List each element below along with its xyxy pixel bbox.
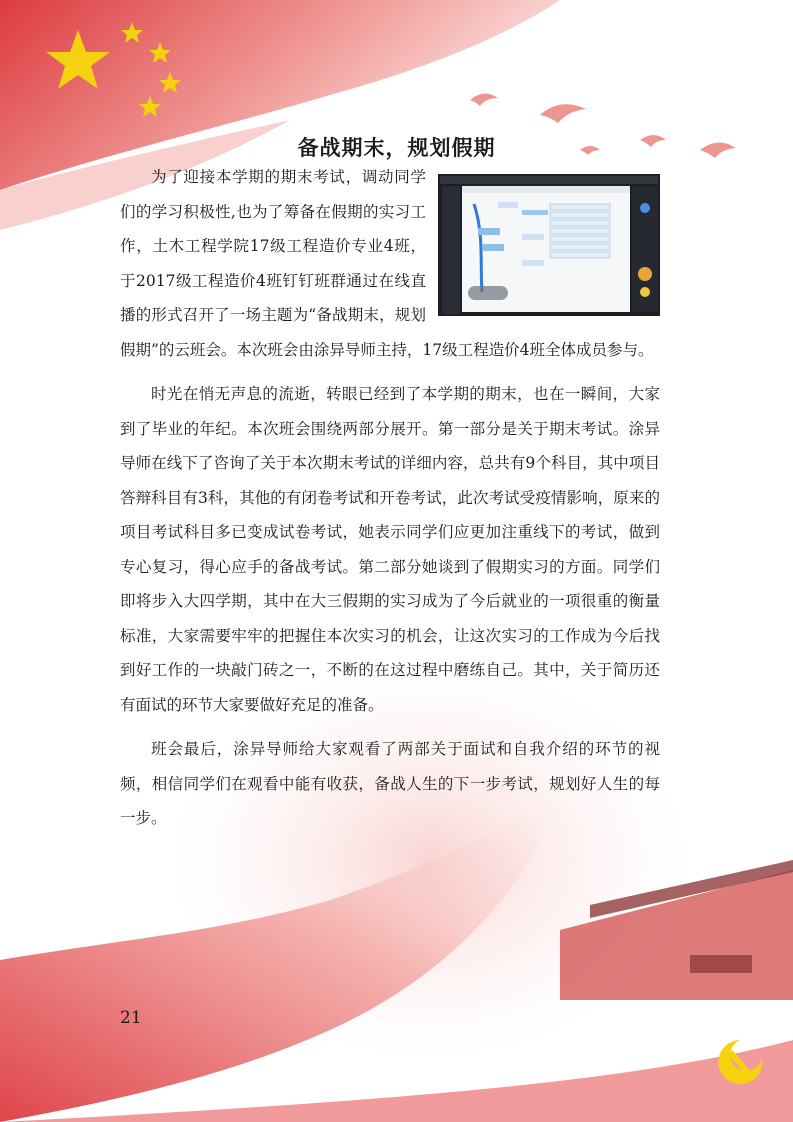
paragraph-1: 为了迎接本学期的期末考试，调动同学们的学习积极性,也为了筹备在假期的实习工作，土木工程学院17级工程造价专业4班，于2017级工程造价4班钉钉班群通过在线直播的形式召开了一场主题为“备战期末，规划假期”的云班会。本次班会由涂异导师主持，17级工程造价4班全体成员参与。 bbox=[120, 168, 654, 359]
paragraph-3: 班会最后，涂异导师给大家观看了两部关于面试和自我介绍的环节的视频，相信同学们在观看中能有收获，备战人生的下一步考试，规划好人生的每一步。 bbox=[120, 740, 660, 827]
page-number: 21 bbox=[120, 1008, 142, 1028]
paragraph-2: 时光在悄无声息的流逝，转眼已经到了本学期的期末，也在一瞬间，大家到了毕业的年纪。本次班会围绕两部分展开。第一部分是关于期末考试。涂异导师在线下了咨询了关于本次期末考试的详细内容，总共有9个科目，其中项目答辩科目有3科，其他的有闭卷考试和开卷考试，此次考试受疫情影响，原来的项目考试科目多已变成试卷考试，她表示同学们应更加注重线下的考试，做到专心复习，得心应手的备战考试。第二部分她谈到了假期实习的方面。同学们即将步入大四学期，其中在大三假期的实习成为了今后就业的一项很重的衡量标准，大家需要牢牢的把握住本次实习的机会，让这次实习的工作成为今后找到好工作的一块敲门砖之一，不断的在这过程中磨练自己。其中，关于简历还有面试的环节大家要做好充足的准备。 bbox=[120, 385, 660, 714]
article-body bbox=[120, 160, 660, 846]
live-stream-screenshot bbox=[438, 174, 660, 316]
page-title: 备战期末，规划假期 bbox=[297, 136, 496, 161]
